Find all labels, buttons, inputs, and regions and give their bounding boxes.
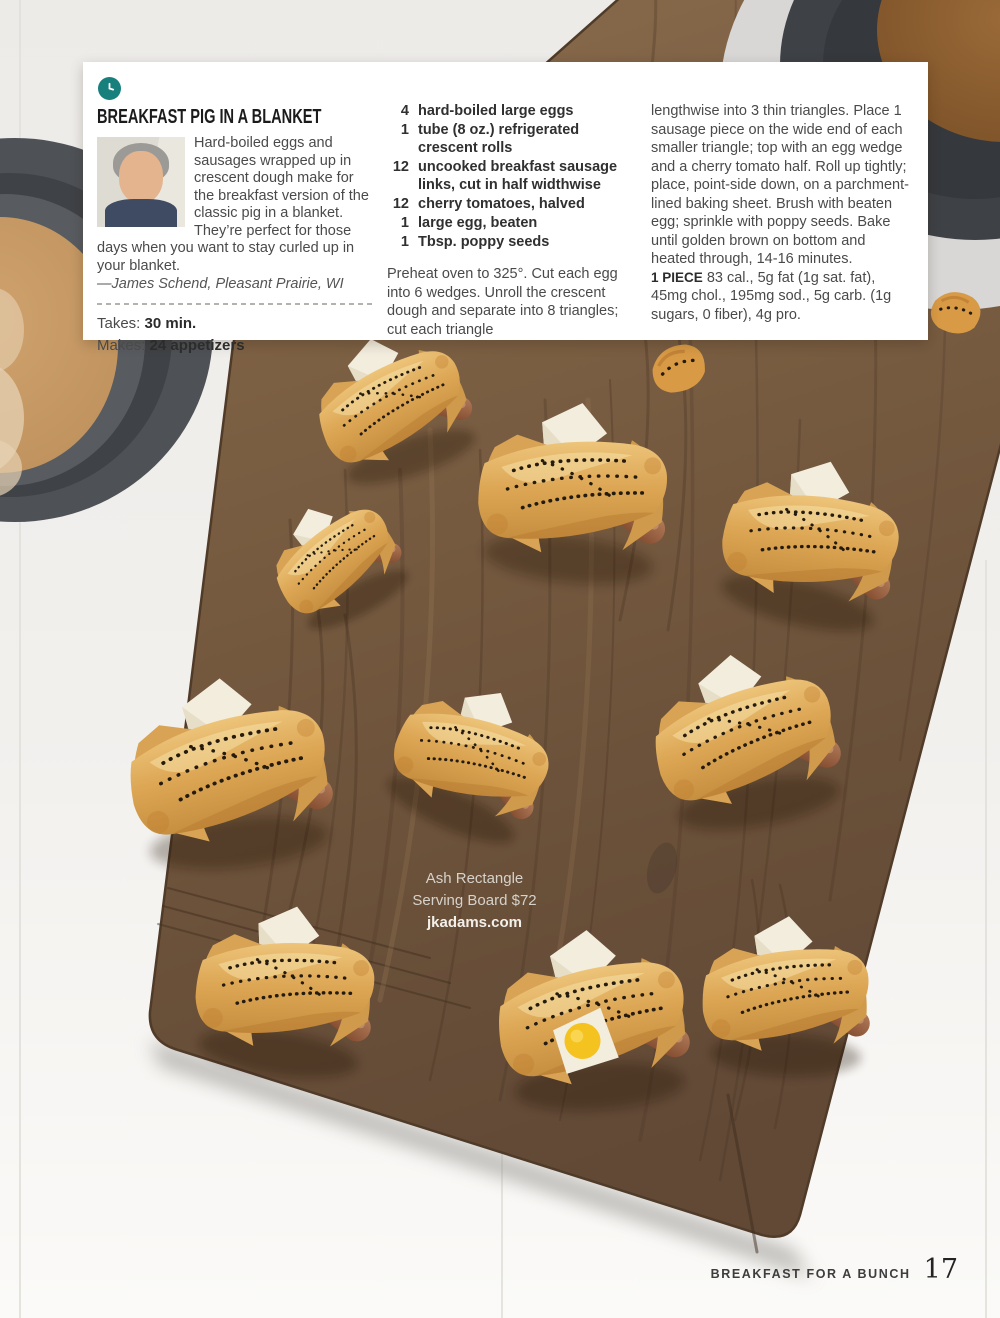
recipe-description — [97, 135, 375, 294]
recipe-attribution: —James Schend, Pleasant Prairie, WI — [97, 276, 344, 292]
caption-line: Ash Rectangle — [425, 870, 524, 887]
takes-line: Takes: 30 min. — [97, 314, 197, 332]
makes-line: Makes: 24 appetizers — [97, 336, 245, 354]
ingredient-row: 1 large egg, beaten — [400, 215, 538, 231]
dashed-divider — [97, 303, 375, 305]
ingredient-row: 12 cherry tomatoes, halved — [392, 196, 585, 212]
recipe-intro-column — [97, 75, 375, 357]
ingredient-row: 4 hard-boiled large eggs — [400, 103, 574, 119]
recipe-card — [83, 62, 928, 354]
page-footer — [711, 1254, 958, 1285]
nutrition-label: 1 PIECE — [651, 269, 703, 285]
ingredients-list — [387, 102, 639, 251]
recipe-meta — [97, 313, 375, 357]
page-number: 17 — [923, 1254, 958, 1285]
photo-caption — [372, 868, 577, 934]
ingredient-row: 1 Tbsp. poppy seeds — [400, 234, 550, 250]
caption-line: Serving Board $72 — [412, 892, 537, 909]
author-shirt — [105, 199, 177, 227]
ingredient-row: 1 tube (8 oz.) refrigerated crescent rolls — [400, 122, 580, 156]
nutrition-facts — [651, 269, 910, 325]
nutrition-values: 83 cal., 5g fat (1g sat. fat), 45mg chol., 195mg sod., 5g carb. (1g sugars, 0 fiber), 4g pro. — [651, 269, 892, 323]
recipe-description-text: Hard-boiled eggs and sausages wrapped up in crescent dough make for the breakfast version of the classic pig in a blanket. They’re perfect for those days when you want to stay curled up in your blanket. — [97, 135, 369, 274]
author-photo — [97, 137, 185, 227]
footer-section-title: BREAKFAST FOR A BUNCH — [710, 1267, 911, 1281]
instructions-part-1: Preheat oven to 325°. Cut each egg into 6 wedges. Unroll the crescent dough and separate into 8 triangles; cut each triangle — [387, 266, 619, 338]
instructions-part-2: lengthwise into 3 thin triangles. Place 1 sausage piece on the wide end of each smaller triangle; top with an egg wedge and a cherry tomato half. Roll up tightly; place, point-side down, on a parchment-lined baking sheet. Brush with beaten egg; sprinkle with poppy seeds. Bake until golden brown on bottom and heated through, 14-16 minutes. — [651, 103, 909, 267]
ingredient-row: 12 uncooked breakfast sausage links, cut in half widthwise — [392, 159, 618, 193]
ingredients-column — [387, 102, 639, 357]
caption-website: jkadams.com — [426, 914, 523, 931]
author-face — [119, 151, 163, 203]
recipe-title: BREAKFAST PIG IN A BLANKET — [97, 106, 322, 128]
instructions-column — [651, 102, 910, 357]
clock-icon — [98, 77, 121, 100]
